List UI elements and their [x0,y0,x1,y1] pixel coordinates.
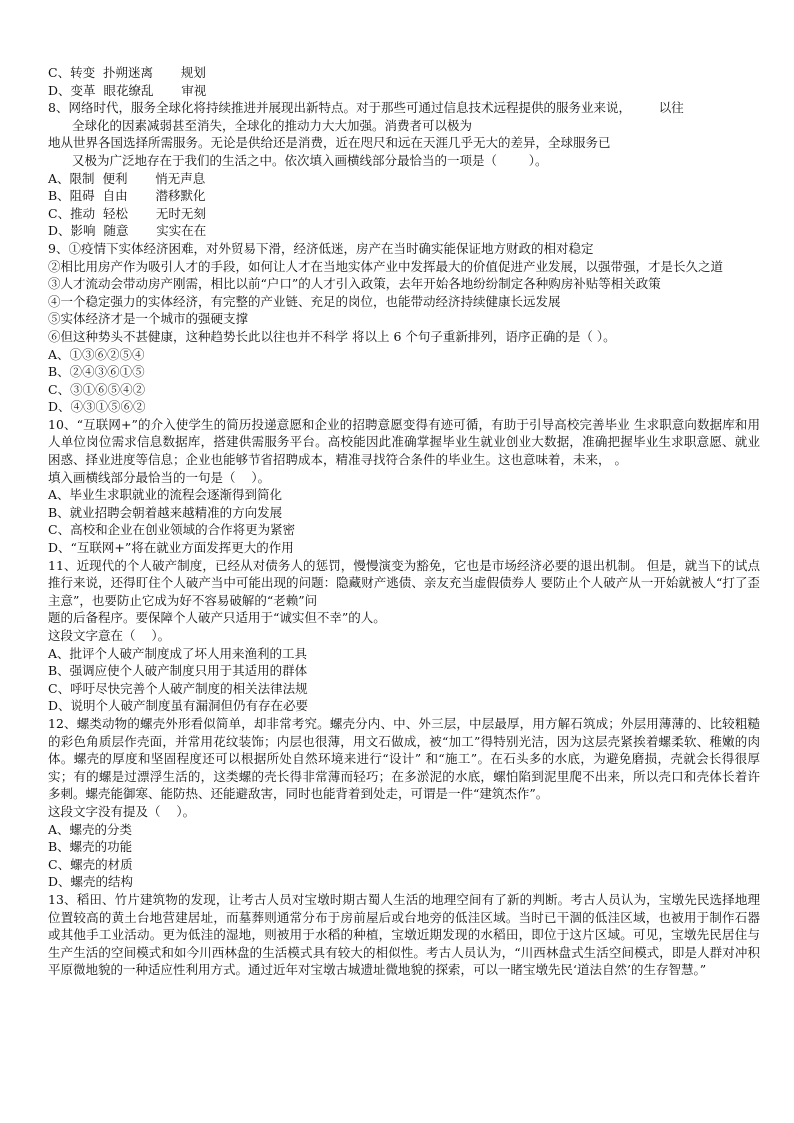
q10-option-c: C、高校和企业在创业领域的合作将更为紧密 [48,522,296,538]
q12-stem: 12、螺类动物的螺壳外形看似简单，却非常考究。螺壳分内、中、外三层，中层最厚，用方解石筑成；外层用薄薄的、比较粗糙的彩色角质层作壳面，并常用花纹装饰；内层也很薄，用文石做成，被“加工”得特别光洁，因为这层壳紧挨着螺柔软、稚嫩的肉体。螺壳的厚度和坚固程度还可以根据所处自然环境来进行“设计” 和“施工”。在石头多的水底，为避免磨损，壳就会长得很厚实；有的螺是过漂浮生活的，这类螺的壳长得非常薄而轻巧；在多淤泥的水底，螺怕陷到泥里爬不出来，所以壳口和壳体长着许多刺。螺壳能御寒、能防热、还能避敌害，同时也能背着到处走，可谓是一件“建筑杰作”。 [48,715,760,802]
q11-question: 这段文字意在（ ）。 [48,628,171,643]
q11-option-a: A、批评个人破产制度成了坏人用来渔利的工具 [48,645,308,661]
q8-option-a: A、限制 便利 悄无声息 [48,170,206,186]
q9-option-c: C、③①⑥⑤④② [48,381,146,397]
q8-option-c: C、推动 轻松 无时无刻 [48,205,206,221]
q9-sentence-6: ⑥但这种势头不甚健康，这种趋势长此以往也并不科学 将以上 6 个句子重新排列，语序正确的是（ ）。 [48,328,616,344]
q7-option-d: D、变革 眼花缭乱 审视 [48,82,207,98]
q10-option-b: B、就业招聘会朝着越来越精准的方向发展 [48,504,283,520]
q11-option-d: D、说明个人破产制度虽有漏洞但仍有存在必要 [48,698,309,714]
q9-option-b: B、②④③⑥①⑤ [48,364,145,380]
q8-option-d: D、影响 随意 实实在在 [48,223,207,239]
q8-stem-line-3: 地从世界各国选择所需服务。无论是供给还是消费，近在咫尺和远在天涯几乎无大的差异，全球服务已 [48,135,611,151]
q12-option-a: A、螺壳的分类 [48,821,133,837]
q8-stem-line-1: 8、网络时代，服务全球化将持续推进并展现出新特点。对于那些可通过信息技术远程提供的服务业来说， 以往 [48,100,684,116]
q9-sentence-5: ⑤实体经济才是一个城市的强硬支撑 [48,311,249,327]
q12-option-c: C、螺壳的材质 [48,856,133,872]
q12-option-b: B、螺壳的功能 [48,839,133,855]
q10-question: 填入画横线部分最恰当的一句是（ ）。 [48,469,271,485]
q9-sentence-1: 9、①疫情下实体经济困难，对外贸易下滑，经济低迷，房产在当时确实能保证地方财政的相对稳定 [48,240,594,256]
q9-sentence-3: ③人才流动会带动房产刚需，相比以前“户口”的人才引入政策，去年开始各地纷纷制定各种购房补贴等相关政策 [48,276,661,292]
q9-sentence-2: ②相比用房产作为吸引人才的手段，如何让人才在当地实体产业中发挥最大的价值促进产业发展，以强带强，才是长久之道 [48,258,724,274]
q12-question: 这段文字没有提及（ ）。 [48,803,196,819]
q8-stem-line-2: 全球化的因素减弱甚至消失，全球化的推动力大大加强。消费者可以极为 [72,117,473,133]
q8-stem-line-4: 又极为广泛地存在于我们的生活之中。依次填入画横线部分最恰当的一项是（ ）。 [72,152,548,168]
q11-option-b: B、强调应使个人破产制度只用于其适用的群体 [48,663,308,679]
q8-option-b: B、阻碍 自由 潜移默化 [48,188,206,204]
exam-page [48,64,760,979]
q10-option-d: D、“互联网+”将在就业方面发挥更大的作用 [48,540,294,556]
q10-option-a: A、毕业生求职就业的流程会逐渐得到简化 [48,487,283,503]
q9-option-a: A、①③⑥②⑤④ [48,346,145,362]
q11-stem: 11、近现代的个人破产制度，已经从对债务人的惩罚，慢慢演变为豁免，它也是市场经济必要的退出机制。 但是，就当下的试点推行来说，还得盯住个人破产当中可能出现的问题：隐藏财产逃债、亲友充当虚假债券人 要防止个人破产从一开始就被人“打了歪主意”，也要防止它成为好不容易破解的“老赖”问 [48,557,760,608]
q9-sentence-4: ④一个稳定强力的实体经济，有完整的产业链、充足的岗位，也能带动经济持续健康长远发展 [48,293,561,309]
q7-option-c: C、转变 扑朔迷离 规划 [48,65,206,80]
q13-stem: 13、稻田、竹片建筑物的发现，让考古人员对宝墩时期古蜀人生活的地理空间有了新的判断。考古人员认为，宝墩先民选择地理位置较高的黄土台地营建居址，而墓葬则通常分布于房前屋后或台地旁的低洼区域。当时已干涸的低洼区域，也被用于制作石器或其他手工业活动。更为低洼的湿地，则被用于水稻的种植，宝墩近期发现的水稻田，即位于这片区域。可见，宝墩先民居住与生产生活的空间模式和如今川西林盘的生活模式具有较大的相似性。考古人员认为，“川西林盘式生活空间模式，即是人群对冲积平原微地貌的一种适应性利用方式。通过近年对宝墩古城遗址微地貌的探索，可以一睹宝墩先民‘道法自然’的生存智慧。” [48,891,760,978]
q11-option-c: C、呼吁尽快完善个人破产制度的相关法律法规 [48,680,308,696]
q9-option-d: D、④③①⑤⑥② [48,399,146,415]
q12-option-d: D、螺壳的结构 [48,874,134,890]
q11-stem-tail: 题的后备程序。要保障个人破产只适用于“诚实但不幸”的人。 [48,610,386,626]
q10-stem: 10、“互联网+”的介入使学生的简历投递意愿和企业的招聘意愿变得有迹可循，有助于引导高校完善毕业 生求职意向数据库和用人单位岗位需求信息数据库，搭建供需服务平台。高校能因此准确掌握毕业生就业创业大数据，准确把握毕业生求职意愿、就业困惑、择业进度等信息；企业也能够节省招聘成本，精准寻找符合条件的毕业生。这也意味着，未来， 。 [48,416,760,468]
